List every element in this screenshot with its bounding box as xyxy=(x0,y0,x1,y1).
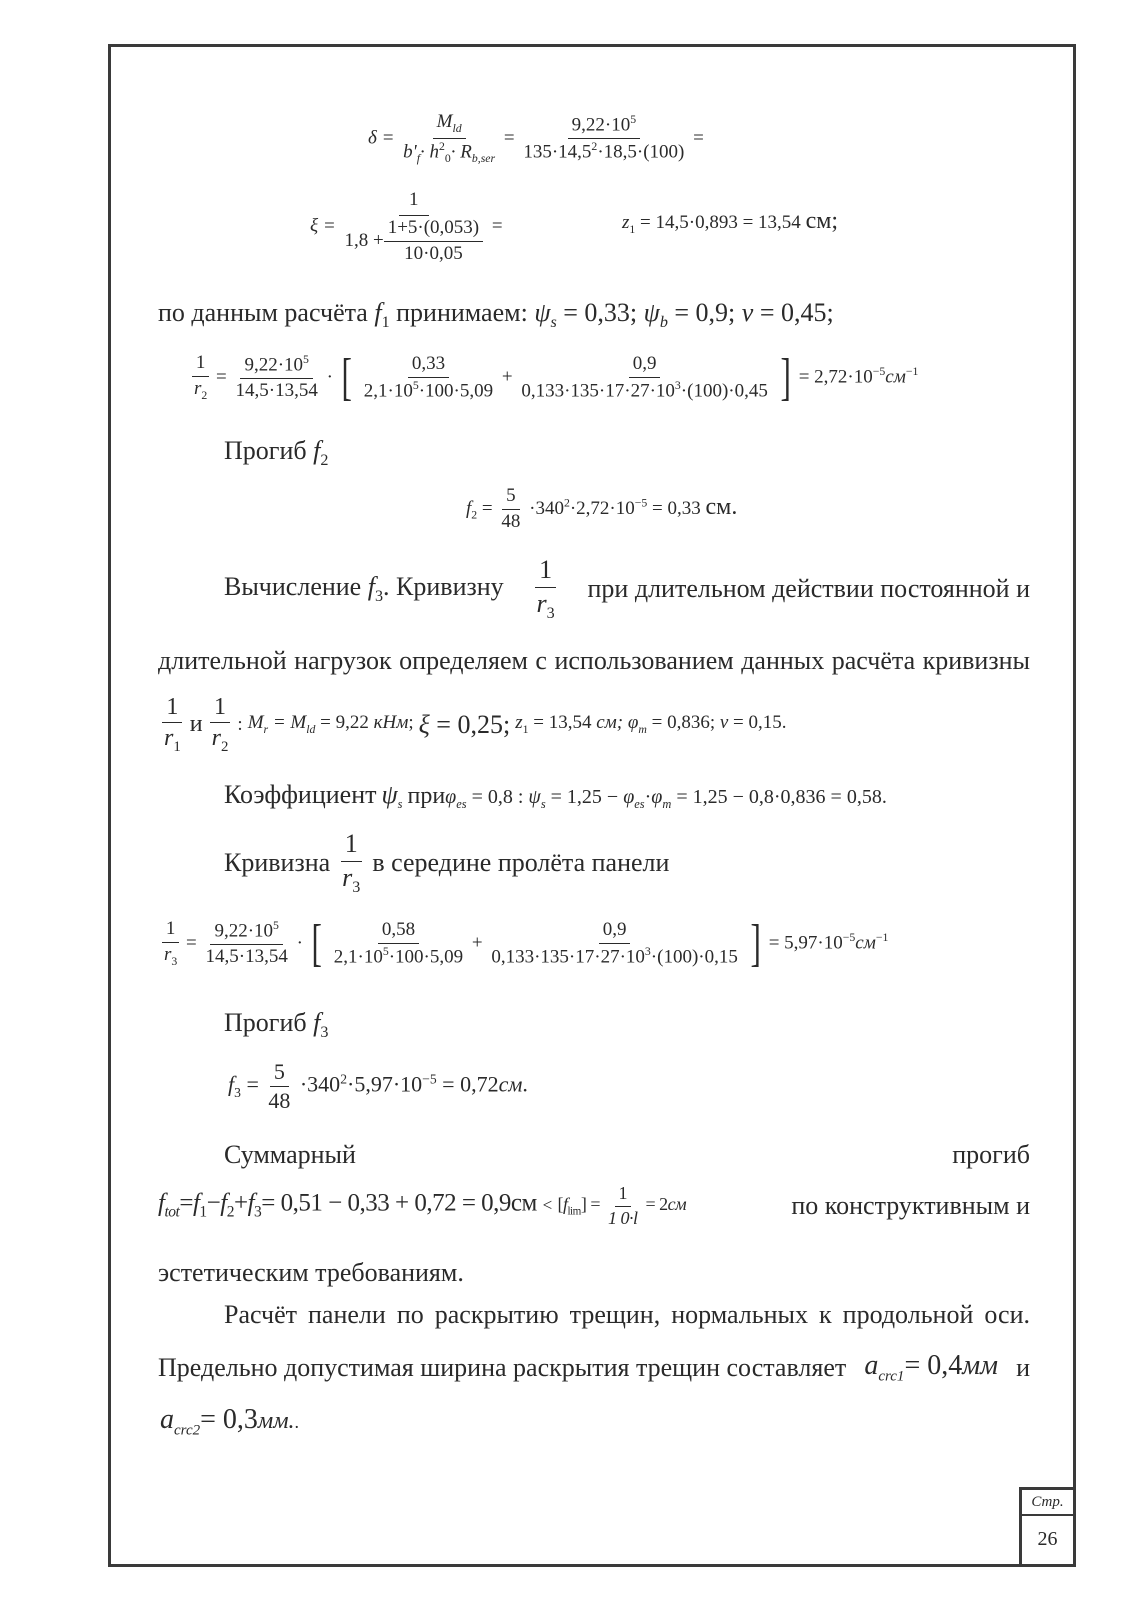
ftot-text: по конструктивным и xyxy=(791,1191,1030,1221)
formula-z1 xyxy=(622,208,838,237)
xi-lhs: ξ = xyxy=(310,215,336,237)
ftot-f-sub: tot xyxy=(164,1203,180,1221)
r1r2-a-num: 1 xyxy=(162,694,182,723)
r1r2-v1: = 9,22 xyxy=(320,712,369,734)
para-b-a: a xyxy=(864,1350,879,1381)
r3-lhs-frac xyxy=(160,919,181,969)
f2-rhs-sup: 2 xyxy=(563,496,570,510)
para-b-and: и xyxy=(1016,1352,1030,1382)
para-line-c xyxy=(160,1404,299,1440)
f3-rhs-b-sup: −5 xyxy=(422,1071,437,1087)
f3-calc-text-b: . Кривизну xyxy=(383,572,504,602)
coef-end: . xyxy=(881,786,887,808)
r2-res: = 2,72·10 xyxy=(798,366,873,388)
r2-b-den-b: ·(100)·0,45 xyxy=(680,380,768,402)
para-b-text: Предельно допустимая ширина раскрытия трещин составляет xyxy=(158,1352,847,1382)
delta-d2: 135·14,5 xyxy=(523,141,592,163)
r1r2-b-den: r xyxy=(211,725,221,752)
ftot-eq3: = 2 xyxy=(645,1194,668,1215)
delta-d2b: ·18,5·(100) xyxy=(597,141,685,163)
ftot-flim: f xyxy=(562,1194,568,1215)
r2-frac-b xyxy=(517,354,772,402)
f3-calc-text-c: при длительном действии постоянной и xyxy=(587,574,1030,604)
r3-plus: + xyxy=(471,932,483,954)
r1r2-phi: φ xyxy=(627,712,639,734)
delta-n1: M xyxy=(436,111,453,132)
f3-title-text: Прогиб xyxy=(224,1008,307,1037)
para-b-math xyxy=(864,1350,998,1386)
coef-pri: при xyxy=(407,783,446,809)
r3-a-num: 0,58 xyxy=(378,920,419,944)
r3-b-den: 0,133·135·17·27·10 xyxy=(491,946,645,968)
r1r2-a-den: r xyxy=(164,725,174,752)
formula-r3 xyxy=(160,915,889,972)
ftot-eq2: = xyxy=(590,1194,600,1215)
ftot-rhs: = 0,51 − 0,33 + 0,72 = 0,9 xyxy=(261,1189,511,1217)
f3-calc-den: r xyxy=(536,588,547,618)
page-number: 26 xyxy=(1037,1528,1058,1550)
ftot-f: f xyxy=(158,1189,165,1217)
r1r2-phi-sub: m xyxy=(638,723,647,737)
curv-num: 1 xyxy=(341,830,362,862)
r1r2-a-den-sub: 1 xyxy=(173,739,181,756)
xi-den-a: 1,8 + xyxy=(344,229,384,251)
r2-unit: см xyxy=(885,366,906,388)
r1r2-u3: см; xyxy=(596,712,624,734)
coef-text: Коэффициент xyxy=(224,780,377,809)
f2-rhs: ·340 xyxy=(529,497,564,519)
f3-lhs-sub: 3 xyxy=(234,1085,241,1101)
delta-lhs: δ = xyxy=(368,127,395,149)
text-line-3: эстетическим требованиям. xyxy=(158,1258,464,1287)
r2-res-sup: −5 xyxy=(872,365,886,379)
r2-n1: 9,22·10 xyxy=(244,354,304,376)
r2-a-den-sup: 5 xyxy=(412,378,419,392)
xi-inner-den: 10·0,05 xyxy=(404,242,463,264)
coef-v1: = 0,8 : xyxy=(471,786,524,808)
ftot-f3s: 3 xyxy=(254,1203,262,1221)
r2-frac-1 xyxy=(232,354,322,402)
f3-calc-left xyxy=(224,572,504,606)
delta-n1-sub: ld xyxy=(452,121,462,135)
f3-calc-num: 1 xyxy=(535,556,556,588)
xi-tail: = xyxy=(491,215,503,237)
delta-frac-1 xyxy=(399,112,499,166)
ftot-lb: [ xyxy=(557,1194,563,1215)
f2-num: 5 xyxy=(502,486,520,510)
f2-rhs-b: ·2,72·10 xyxy=(569,497,635,519)
f3-calc-den-sub: 3 xyxy=(546,604,555,622)
f3-rhs-b: ·5,97·10 xyxy=(347,1071,423,1097)
curv-text-b: в середине пролёта панели xyxy=(372,848,670,878)
ftot-den: 1 0·l xyxy=(608,1207,638,1228)
ftot-f1: f xyxy=(192,1189,200,1217)
para-c-v: = 0,3 xyxy=(200,1404,258,1435)
r2-eq: = xyxy=(216,366,227,388)
curv-den-sub: 3 xyxy=(352,878,361,896)
coef-dot: · xyxy=(644,786,652,808)
ftot-frac xyxy=(604,1184,642,1229)
f3-frac xyxy=(264,1060,294,1113)
z1-unit: см; xyxy=(805,208,839,234)
delta-d1-sub: f xyxy=(416,151,421,165)
formula-r2 xyxy=(190,349,919,406)
ftot-f2: f xyxy=(220,1189,227,1217)
formula-f3 xyxy=(228,1060,528,1113)
psi-line-psi: ψ xyxy=(534,298,551,327)
f3-calc-text-a: Вычисление xyxy=(224,572,362,602)
ftot-num: 1 xyxy=(615,1184,632,1207)
psi-line-v3: = 0,45; xyxy=(759,298,834,327)
ftot-flim-sub: lim xyxy=(567,1206,581,1219)
r3-b-num: 0,9 xyxy=(599,920,631,944)
psi-line-psib: ψ xyxy=(643,298,660,327)
r1r2-m-sub: r xyxy=(263,723,269,737)
ftot-unit: см xyxy=(510,1189,537,1217)
delta-d1b: · h xyxy=(420,141,440,163)
r3-d1: 14,5·13,54 xyxy=(205,946,288,968)
f3-calc-f-sub: 3 xyxy=(374,588,384,606)
sum-line-right: прогиб xyxy=(952,1140,1030,1169)
r1r2-line xyxy=(160,694,787,756)
r1r2-m2-sub: ld xyxy=(306,723,316,737)
coef-phi3: φ xyxy=(651,786,663,808)
formula-xi xyxy=(310,190,503,265)
coef-psi2: ψ xyxy=(528,786,541,808)
psi-line-psib-sub: b xyxy=(659,314,668,332)
curv-line xyxy=(224,830,669,897)
r3-unit: см xyxy=(855,932,876,954)
coef-psi-sub: s xyxy=(397,797,403,811)
r1r2-b-den-sub: 2 xyxy=(220,739,229,756)
curv-text-a: Кривизна xyxy=(224,848,331,878)
r3-b-den-b: ·(100)·0,15 xyxy=(650,946,738,968)
r3-dot: · xyxy=(296,932,303,954)
psi-line xyxy=(158,298,834,332)
r3-frac-a xyxy=(330,920,467,968)
stamp-label: Стр. xyxy=(1022,1490,1073,1516)
f3-title-f: f xyxy=(313,1008,321,1037)
r3-n1-sup: 5 xyxy=(273,918,279,932)
psi-line-v1: = 0,33; xyxy=(563,298,638,327)
delta-tail: = xyxy=(693,127,704,149)
ftot-unit2: см xyxy=(667,1194,687,1215)
r1r2-s1: ; xyxy=(408,712,414,734)
r2-plus: + xyxy=(501,366,513,388)
ftot-rb: ] xyxy=(580,1194,587,1215)
f2-title xyxy=(224,436,328,470)
para-c-end: . xyxy=(294,1412,300,1432)
para-b-a-sub: crc1 xyxy=(878,1368,905,1385)
ftot-f2s: 2 xyxy=(226,1203,234,1221)
z1-rhs: = 14,5·0,893 = 13,54 xyxy=(640,212,801,233)
r3-b-den-sup: 3 xyxy=(644,944,651,958)
r1r2-v4: = 0,836; xyxy=(651,712,716,734)
r1r2-nu: ν xyxy=(719,712,729,734)
r3-frac-b xyxy=(487,920,742,968)
coef-psi: ψ xyxy=(381,780,398,809)
f3-den: 48 xyxy=(268,1088,291,1114)
f3-rhs: ·340 xyxy=(299,1071,341,1097)
ftot-f1s: 1 xyxy=(199,1203,207,1221)
coef-phi: φ xyxy=(445,786,457,808)
r2-b-den: 0,133·135·17·27·10 xyxy=(521,380,675,402)
coef-phi-sub: es xyxy=(456,797,467,811)
delta-d1c: · R xyxy=(450,141,472,163)
r2-a-num: 0,33 xyxy=(408,354,449,378)
f3-title-f-sub: 3 xyxy=(320,1024,329,1042)
f2-rhs-c: = 0,33 xyxy=(652,497,701,519)
delta-n2: 9,22·10 xyxy=(571,114,631,136)
r2-n1-sup: 5 xyxy=(303,352,309,366)
delta-frac-2 xyxy=(519,114,688,163)
curv-den: r xyxy=(342,862,353,892)
coef-phi2-sub: es xyxy=(634,797,645,811)
r1r2-v5: = 0,15 xyxy=(733,712,782,734)
r3-bracket-right: ] xyxy=(750,915,761,972)
r3-n1: 9,22·10 xyxy=(214,920,274,942)
f3-num: 5 xyxy=(270,1060,289,1087)
coef-psi2-sub: s xyxy=(540,797,546,811)
f2-lhs-sub: 2 xyxy=(471,508,478,522)
f2-rhs-b-sup: −5 xyxy=(634,496,648,510)
para-c-a-sub: crc2 xyxy=(174,1422,201,1439)
r2-lhs-frac xyxy=(190,353,211,403)
r3-ld: r xyxy=(164,944,172,966)
sum-line xyxy=(224,1140,1030,1170)
delta-d1b-sub: 0 xyxy=(444,151,451,165)
delta-n2-sup: 5 xyxy=(630,113,637,127)
para-line-b xyxy=(158,1350,1030,1386)
z1-lhs: z xyxy=(622,212,630,233)
xi-inner-frac xyxy=(384,218,483,265)
ftot-f3: f xyxy=(247,1189,255,1217)
ftot-p: + xyxy=(233,1189,248,1217)
ftot-left xyxy=(158,1184,686,1229)
r1r2-v3: = 13,54 xyxy=(533,712,592,734)
f3-title xyxy=(224,1008,328,1042)
r1r2-colon: : xyxy=(237,713,243,735)
r1r2-frac-a xyxy=(160,694,185,756)
para-b-v: = 0,4 xyxy=(904,1350,963,1381)
r1r2-frac-b xyxy=(208,694,233,756)
r1r2-and: и xyxy=(189,711,203,738)
psi-line-f: f xyxy=(374,298,382,327)
psi-line-f-sub: 1 xyxy=(381,314,390,332)
r2-ld-sub: 2 xyxy=(201,388,208,402)
delta-d2-sup: 2 xyxy=(591,140,598,154)
coef-v3: = 1,25 − 0,8·0,836 = 0,58 xyxy=(676,786,882,808)
r3-ln: 1 xyxy=(162,919,180,943)
text-line-2: длительной нагрузок определяем с использованием данных расчёта кривизны xyxy=(158,646,1030,675)
f2-title-f: f xyxy=(313,436,321,465)
r3-res-sup: −5 xyxy=(842,931,856,945)
curv-frac xyxy=(338,830,364,897)
r3-frac-1 xyxy=(202,920,292,968)
f2-frac xyxy=(497,486,524,533)
coef-line xyxy=(224,780,887,812)
f3-rhs-c: = 0,72 xyxy=(442,1071,499,1097)
r2-b-num: 0,9 xyxy=(629,354,661,378)
f2-title-f-sub: 2 xyxy=(320,452,329,470)
r3-a-den: 2,1·10 xyxy=(333,946,383,968)
formula-delta xyxy=(368,112,704,166)
sum-line-left: Суммарный xyxy=(224,1140,356,1169)
ftot-eq: = xyxy=(179,1189,193,1217)
formula-f2 xyxy=(466,486,737,533)
coef-phi2: φ xyxy=(623,786,635,808)
page-stamp xyxy=(1019,1487,1073,1565)
f2-title-text: Прогиб xyxy=(224,436,307,465)
r1r2-v2: = 0,25; xyxy=(436,709,511,739)
f3-unit: см xyxy=(498,1071,523,1097)
r2-a-den-b: ·100·5,09 xyxy=(418,380,494,402)
r2-bracket-left: [ xyxy=(341,349,352,406)
r3-a-den-b: ·100·5,09 xyxy=(388,946,464,968)
r3-unit-sup: −1 xyxy=(875,931,889,945)
f3-lhs: f xyxy=(228,1071,235,1097)
f3-calc-f: f xyxy=(367,572,375,602)
para-c-unit: мм. xyxy=(257,1408,295,1434)
r2-bracket-right: ] xyxy=(780,349,791,406)
r1r2-u1: кНм xyxy=(373,712,409,734)
r3-eq: = xyxy=(186,932,197,954)
xi-num: 1 xyxy=(399,190,429,216)
r2-a-den: 2,1·10 xyxy=(363,380,413,402)
psi-line-text-b: принимаем: xyxy=(396,298,528,327)
f3-end: . xyxy=(522,1071,528,1097)
r1r2-eq1: = M xyxy=(272,712,307,734)
f3-calc-frac xyxy=(533,556,559,623)
r1r2-xi: ξ xyxy=(418,709,430,739)
psi-line-text-a: по данным расчёта xyxy=(158,298,368,327)
psi-line-psi-sub: s xyxy=(550,314,557,332)
r3-bracket-left: [ xyxy=(311,915,322,972)
r2-b-den-sup: 3 xyxy=(674,378,681,392)
r1r2-end: . xyxy=(781,712,787,734)
r1r2-z: z xyxy=(515,712,523,734)
delta-eq: = xyxy=(503,127,515,149)
r2-ln: 1 xyxy=(192,353,210,377)
r2-ld: r xyxy=(194,378,202,400)
para-c-a: a xyxy=(160,1404,174,1435)
r1r2-z-sub: 1 xyxy=(522,723,529,737)
para-b-unit: мм xyxy=(962,1350,998,1381)
f2-eq: = xyxy=(481,497,493,519)
para-line-a: Расчёт панели по раскрытию трещин, нормальных к продольной оси. xyxy=(224,1300,1030,1329)
formula-ftot xyxy=(158,1184,1030,1229)
delta-d1c-sub: b,ser xyxy=(471,151,496,165)
f3-calc-line xyxy=(224,556,1030,623)
r1r2-b-num: 1 xyxy=(210,694,230,723)
delta-d1: b' xyxy=(403,141,417,163)
f2-den: 48 xyxy=(501,510,521,532)
delta-d1b-sup: 2 xyxy=(439,139,445,153)
r2-d1: 14,5·13,54 xyxy=(235,380,318,402)
r1r2-m: M xyxy=(247,712,264,734)
r3-res: = 5,97·10 xyxy=(768,932,843,954)
f3-eq: = xyxy=(246,1071,259,1097)
r2-dot: · xyxy=(326,366,333,388)
f2-lhs: f xyxy=(466,497,472,519)
xi-inner-num: 1+5·(0,053) xyxy=(384,218,483,242)
r2-frac-a xyxy=(360,354,497,402)
ftot-lt: < xyxy=(542,1195,552,1215)
coef-phi3-sub: m xyxy=(662,797,672,811)
ftot-m1: − xyxy=(206,1189,221,1217)
psi-line-v2: = 0,9; xyxy=(674,298,736,327)
psi-line-nu: ν xyxy=(741,298,754,327)
xi-frac xyxy=(340,190,487,265)
z1-lhs-sub: 1 xyxy=(629,222,636,236)
r3-ld-sub: 3 xyxy=(171,954,178,968)
f2-unit: см. xyxy=(705,493,738,520)
f3-rhs-sup: 2 xyxy=(340,1071,347,1087)
r3-a-den-sup: 5 xyxy=(382,944,389,958)
coef-v2: = 1,25 − xyxy=(550,786,619,808)
r2-unit-sup: −1 xyxy=(905,365,919,379)
